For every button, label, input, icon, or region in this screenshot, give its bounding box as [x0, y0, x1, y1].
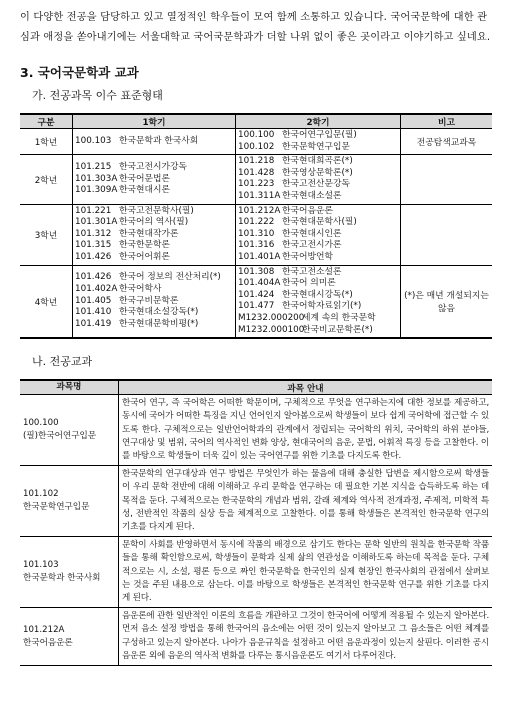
table-row: [20, 265, 492, 338]
course-name: 한국구비문학론: [119, 295, 179, 306]
course-code: 101.312: [75, 228, 112, 239]
course-line: [238, 229, 398, 241]
course-name: 한국현대소설론: [282, 190, 342, 201]
course-code: 101.419: [75, 318, 112, 329]
header-course-name: 과목명: [20, 380, 119, 395]
grade-cell: 4학년: [20, 265, 73, 338]
course-line: [238, 301, 398, 313]
table-row: [20, 204, 492, 265]
course-name: (필)한국어연구입문: [23, 431, 97, 442]
course-line: [238, 130, 398, 142]
semester2-cell: [236, 155, 401, 204]
intro-paragraph: 이 다양한 전공을 담당하고 있고 열정적인 학우들이 모여 함께 소통하고 있습니다. 국어국문학에 대한 관심과 애정을 쏟아내기에는 서울대학교 국어국문학과가 더할 나위 없이 좋은 곳이라고 이야기하고 싶네요.: [20, 12, 491, 43]
course-code: 101.426: [75, 272, 112, 283]
course-code: 101.310: [238, 228, 275, 239]
semester1-cell: [73, 129, 236, 155]
course-name: 한국문학연구입문: [23, 502, 90, 513]
course-line: [75, 319, 233, 331]
course-name: 한국문학과 한국사회: [23, 573, 101, 584]
semester2-cell: [236, 129, 401, 155]
course-code: 101.404A: [238, 278, 281, 289]
note-cell: [401, 155, 493, 204]
course-code: 101.212A: [23, 624, 65, 635]
course-name: 한국어연구입문(필): [282, 130, 357, 140]
grade-cell: 3학년: [20, 204, 73, 265]
course-line: [75, 307, 233, 319]
course-name: 한국어 정보의 전산처리(*): [119, 272, 221, 283]
course-code: 101.223: [238, 179, 275, 190]
semester2-cell: [236, 204, 401, 265]
course-line: [75, 162, 233, 174]
header-semester1: 1학기: [73, 114, 236, 129]
course-name: 한국현대작가론: [119, 228, 179, 239]
course-name: 한국문학과 한국사회: [119, 135, 199, 146]
course-name-cell: [20, 466, 119, 537]
course-code: 101.316: [238, 240, 275, 251]
course-code: 100.100: [23, 418, 59, 429]
course-code: 101.402A: [75, 283, 118, 294]
course-name: 한국영상문학론(*): [282, 167, 353, 178]
course-line: [238, 290, 398, 302]
course-code: 101.215: [75, 161, 112, 172]
curriculum-header-row: [20, 114, 492, 129]
curriculum-table: [20, 113, 492, 339]
course-name: 한국현대시론: [119, 185, 170, 196]
course-name: 한국어음운론: [282, 205, 333, 216]
course-description-table: [20, 379, 492, 666]
course-name: 한국어어휘론: [119, 251, 170, 262]
course-line: [238, 267, 398, 279]
course-code: 101.309A: [75, 185, 118, 196]
course-line: [238, 313, 398, 325]
note-cell: 전공탐색교과목: [401, 129, 493, 155]
course-code: 101.102: [23, 489, 59, 500]
semester1-cell: [73, 204, 236, 265]
course-name-cell: [20, 537, 119, 608]
course-name: 한국어음운론: [23, 637, 73, 648]
course-header-row: [20, 380, 492, 395]
table-row: [20, 129, 492, 155]
table-row: [20, 608, 492, 666]
course-code: 101.221: [75, 205, 112, 216]
course-code: 101.426: [75, 251, 112, 262]
course-name: 한국비교문학론(*): [302, 324, 373, 335]
note-cell: (*)은 매년 개설되지는 않음: [401, 265, 493, 338]
course-name: 한국어문법론: [119, 173, 170, 184]
course-name: 한국어학사: [119, 283, 162, 294]
course-name: 한국문학연구입문: [282, 141, 350, 152]
grade-cell: 1학년: [20, 129, 73, 155]
subsection-a-title: 가. 전공과목 이수 표준형태: [32, 89, 163, 102]
course-name: 한국고전문학사(필): [119, 205, 194, 216]
course-line: [75, 272, 233, 284]
course-name: 한국현대희곡론(*): [282, 156, 353, 167]
course-line: [75, 296, 233, 308]
course-line: [75, 284, 233, 296]
course-line: [238, 142, 398, 154]
course-name-cell: [20, 608, 119, 666]
semester1-cell: [73, 265, 236, 338]
course-line: [75, 185, 233, 197]
course-name: 한국고전시가강독: [119, 161, 187, 172]
semester1-cell: [73, 155, 236, 204]
course-code: 100.100: [238, 130, 275, 140]
course-line: [238, 325, 398, 337]
course-line: [75, 136, 233, 148]
course-code: 101.477: [238, 301, 275, 312]
course-line: [75, 252, 233, 264]
header-grade: 구분: [20, 114, 73, 129]
course-code: 101.103: [23, 560, 59, 571]
table-row: [20, 155, 492, 204]
course-name: 한국어의 역사(필): [119, 217, 189, 228]
header-semester2: 2학기: [236, 114, 401, 129]
course-name: 한국현대문학비평(*): [119, 318, 199, 329]
course-code: 101.212A: [238, 205, 281, 216]
course-code: 101.428: [238, 167, 275, 178]
course-line: [238, 156, 398, 168]
subsection-b-title: 나. 전공교과: [32, 355, 93, 369]
course-name: 한국어 의미론: [282, 278, 336, 289]
course-code: M1232.000200: [238, 312, 305, 323]
course-name: 한국어방언학: [282, 251, 333, 262]
course-name: 한국한문학론: [119, 240, 170, 251]
table-row: [20, 537, 492, 608]
course-name: 한국어학자료읽기(*): [282, 301, 362, 312]
course-code: 101.401A: [238, 251, 281, 262]
course-description: 음운론에 관한 일반적인 이론의 흐름을 개관하고 그것이 한국어에 어떻게 적용될 수 있는지 알아본다. 먼저 음소 설정 방법을 통해 한국어의 음소에는 어떤 것이 있는지 알아보고 그 음소들은 어떤 체계를 구성하고 있는지 알아본다. 나아가 음운규칙을 설정하고 어떤 음운과정이 있는지 살핀다. 이러한 공시음운론 외에 음운의 역사적 변화를 다루는 통시음운론도 여기서 다루어진다.: [119, 608, 493, 666]
course-name-cell: [20, 395, 119, 466]
header-note: 비고: [401, 114, 493, 129]
course-code: 101.424: [238, 289, 275, 300]
course-code: 101.218: [238, 156, 275, 167]
course-line: [238, 240, 398, 252]
course-line: [75, 217, 233, 229]
course-name: 한국고전소설론: [282, 266, 342, 277]
course-line: [238, 206, 398, 218]
section-title: 3. 국어국문학과 교과: [20, 65, 139, 80]
course-name: 세계 속의 한국문학: [302, 312, 376, 323]
note-cell: [401, 204, 493, 265]
header-course-guide: 과목 안내: [119, 380, 493, 395]
course-name: 한국현대시강독(*): [282, 289, 353, 300]
course-line: [238, 217, 398, 229]
grade-cell: 2학년: [20, 155, 73, 204]
course-description: 한국어 연구, 즉 국어학은 어떠한 학문이며, 구체적으로 무엇을 연구하는지에 대한 정보를 제공하고, 동시에 국어가 어떠한 특징을 지닌 언어인지 알아봄으로써 학생들이 보다 쉽게 국어학에 접근할 수 있도록 한다. 구체적으로는 일반언어학과의 관계에서 정립되는 국어학의 위치, 국어학의 하위 분야들, 연구대상 및 범위, 국어의 역사적인 변화 양상, 현대국어의 음운, 문법, 어휘적 특징 등을 고찰한다. 이를 바탕으로 학생들이 더욱 깊이 있는 국어연구를 위한 기초를 다지도록 한다.: [119, 395, 493, 466]
course-code: 101.315: [75, 240, 112, 251]
course-line: [75, 240, 233, 252]
course-line: [75, 206, 233, 218]
course-line: [238, 278, 398, 290]
course-description: 문학이 사회를 반영하면서 동시에 작품의 배경으로 삼기도 한다는 문학 일반의 원칙을 한국문학 작품들을 통해 확인함으로써, 학생들이 문학과 실제 삶의 연관성을 이해하도록 하는데 목적을 둔다. 구체적으로는 시, 소설, 평론 등으로 짜인 한국문학을 한국인의 실제 현장인 한국사회의 관점에서 살펴보는 것을 주된 내용으로 삼는다. 이를 바탕으로 학생들은 본격적인 한국문학 연구를 위한 기초를 다지게 된다.: [119, 537, 493, 608]
course-code: 101.303A: [75, 173, 118, 184]
course-line: [238, 191, 398, 203]
course-code: 100.103: [75, 135, 112, 146]
course-code: 101.311A: [238, 190, 281, 201]
course-code: 101.222: [238, 217, 275, 228]
course-line: [238, 168, 398, 180]
course-code: 100.102: [238, 141, 275, 152]
course-code: M1232.000100: [238, 324, 305, 335]
course-line: [75, 174, 233, 186]
course-description: 한국문학의 연구대상과 연구 방법은 무엇인가 하는 물음에 대해 충실한 답변을 제시함으로써 학생들이 우리 문학 전반에 대해 이해하고 우리 문학을 연구하는 데 필요한 기본 지식을 습득하도록 하는 데 목적을 둔다. 구체적으로는 한국문학의 개념과 범위, 갈래 체계와 역사적 전개과정, 주제적, 미학적 특성, 전반적인 작품의 실상 등을 체계적으로 고찰한다. 이를 통해 학생들은 본격적인 한국문학 연구의 기초를 다지게 된다.: [119, 466, 493, 537]
course-code: 101.410: [75, 307, 112, 318]
table-row: [20, 466, 492, 537]
table-row: [20, 395, 492, 466]
course-code: 101.301A: [75, 217, 118, 228]
course-name: 한국현대소설강독(*): [119, 307, 199, 318]
course-name: 한국현대문학사(필): [282, 217, 357, 228]
course-line: [75, 229, 233, 241]
course-name: 한국고전산문강독: [282, 179, 350, 190]
course-line: [238, 252, 398, 264]
course-name: 한국고전시가론: [282, 240, 342, 251]
course-code: 101.308: [238, 266, 275, 277]
course-line: [238, 179, 398, 191]
course-name: 한국현대시인론: [282, 228, 342, 239]
semester2-cell: [236, 265, 401, 338]
course-code: 101.405: [75, 295, 112, 306]
